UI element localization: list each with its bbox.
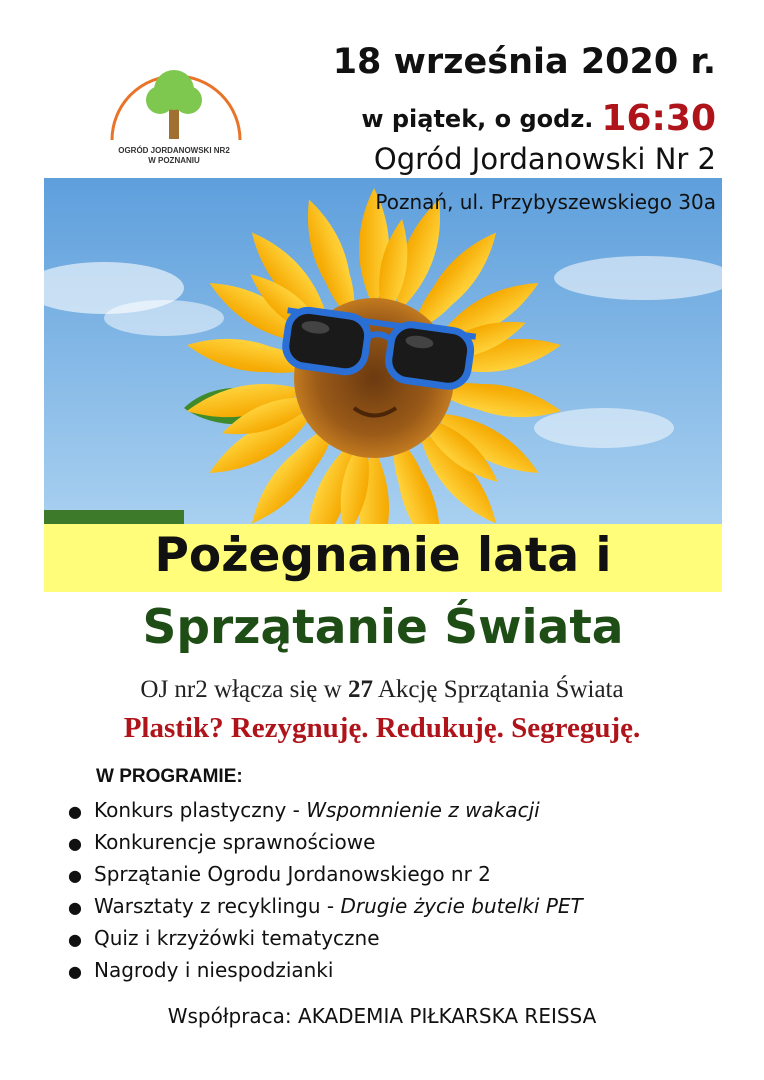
bullet-icon: ● bbox=[68, 898, 82, 917]
sunflower-icon bbox=[44, 178, 722, 524]
hero-sunflower-image bbox=[44, 178, 722, 524]
program-item-italic: Wspomnienie z wakacji bbox=[306, 798, 540, 822]
subtitle-part2: Akcję Sprzątania Świata bbox=[372, 676, 624, 703]
program-item-text: Sprzątanie Ogrodu Jordanowskiego nr 2 bbox=[94, 862, 491, 886]
logo-line1: OGRÓD JORDANOWSKI NR2 bbox=[118, 146, 230, 155]
title-line1: Pożegnanie lata i bbox=[154, 528, 612, 583]
logo-line2: W POZNANIU bbox=[148, 156, 200, 165]
list-item bbox=[68, 922, 583, 954]
list-item bbox=[68, 890, 583, 922]
event-date: 18 września 2020 r. bbox=[332, 42, 716, 82]
event-venue: Ogród Jordanowski Nr 2 bbox=[373, 142, 716, 176]
title-line2: Sprzątanie Świata bbox=[142, 600, 624, 655]
day-prefix: w piątek, o godz. bbox=[361, 105, 594, 133]
bullet-icon: ● bbox=[68, 930, 82, 949]
list-item bbox=[68, 954, 583, 986]
subtitle-number: 27 bbox=[347, 676, 373, 703]
program-item-text: Konkurs plastyczny - bbox=[94, 798, 307, 822]
program-item-text: Quiz i krzyżówki tematyczne bbox=[94, 926, 380, 950]
program-list bbox=[68, 794, 583, 986]
event-address: Poznań, ul. Przybyszewskiego 30a bbox=[375, 190, 716, 214]
list-item bbox=[68, 826, 583, 858]
bullet-icon: ● bbox=[68, 866, 82, 885]
program-item-italic: Drugie życie butelki PET bbox=[340, 894, 583, 918]
program-item-text: Nagrody i niespodzianki bbox=[94, 958, 334, 982]
program-item-text: Warsztaty z recyklingu - bbox=[94, 894, 341, 918]
bullet-icon: ● bbox=[68, 834, 82, 853]
program-heading: W PROGRAMIE: bbox=[96, 766, 243, 787]
list-item bbox=[68, 794, 583, 826]
event-time: 16:30 bbox=[601, 98, 716, 139]
event-time-line bbox=[290, 98, 716, 139]
tree-icon bbox=[100, 45, 250, 195]
program-item-text: Konkurencje sprawnościowe bbox=[94, 830, 376, 854]
bullet-icon: ● bbox=[68, 962, 82, 981]
slogan: Plastik? Rezygnuję. Redukuję. Segreguję. bbox=[123, 712, 641, 744]
logo-text bbox=[104, 146, 244, 166]
list-item bbox=[68, 858, 583, 890]
cooperation-note: Współpraca: AKADEMIA PIŁKARSKA REISSA bbox=[167, 1004, 597, 1028]
subtitle-part1: OJ nr2 włącza się w bbox=[140, 676, 348, 703]
subtitle-action bbox=[0, 676, 764, 704]
bullet-icon: ● bbox=[68, 802, 82, 821]
logo bbox=[100, 45, 250, 195]
